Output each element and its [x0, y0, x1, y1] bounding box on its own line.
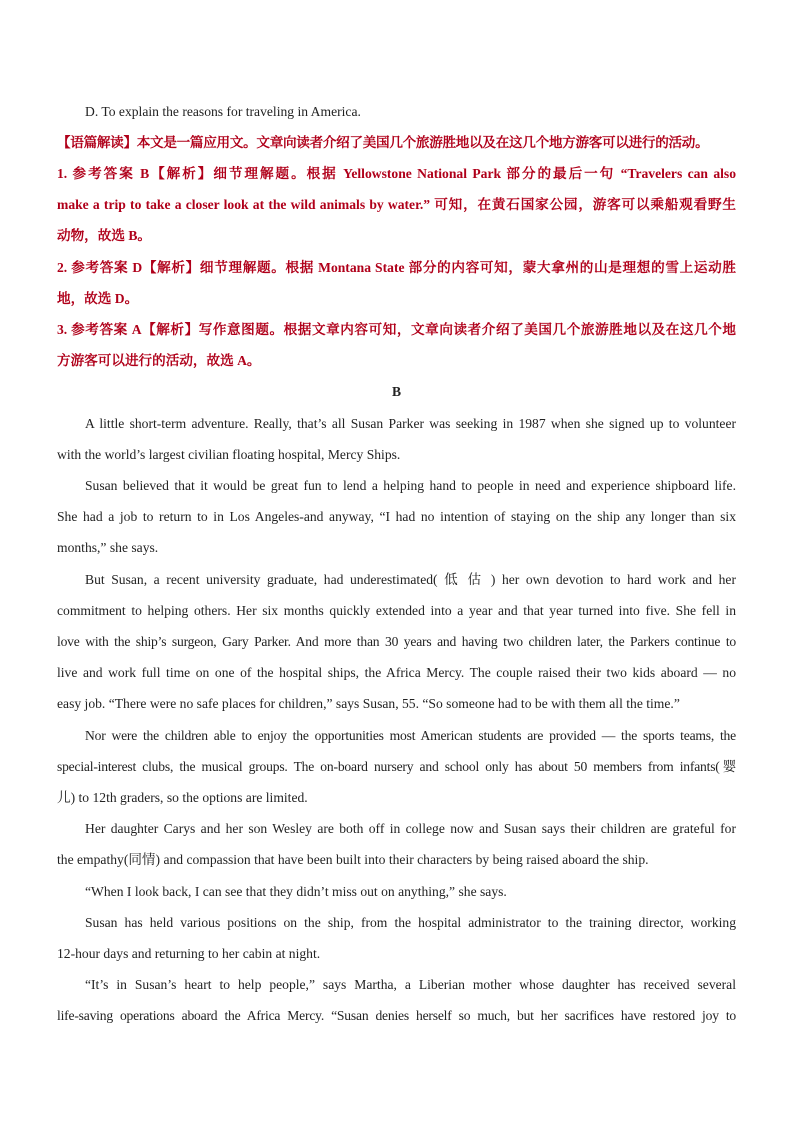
passage-line: “It’s in Susan’s heart to help people,” says Martha, a Liberian mother whose daughter has received several	[85, 977, 736, 992]
passage-line: with the world’s largest civilian floating hospital, Mercy Ships.	[57, 447, 401, 462]
answer-1-line-3: 动物，故选 B。	[57, 228, 152, 243]
passage-line: A little short-term adventure. Really, that’s all Susan Parker was seeking in 1987 when she signed up to volunteer	[85, 416, 736, 431]
passage-line: Susan believed that it would be great fun to lend a helping hand to people in need and experience shipboard life.	[85, 478, 736, 493]
passage-interpretation: 【语篇解读】本文是一篇应用文。文章向读者介绍了美国几个旅游胜地以及在这几个地方游客可以进行的活动。	[57, 135, 709, 150]
passage-line: easy job. “There were no safe places for children,” says Susan, 55. “So someone had to be with them all the time.”	[57, 696, 680, 711]
passage-line: Her daughter Carys and her son Wesley are both off in college now and Susan says their children are grateful for	[85, 821, 736, 836]
answer-3-line-2: 方游客可以进行的活动，故选 A。	[57, 353, 261, 368]
passage-line: 儿) to 12th graders, so the options are limited.	[57, 790, 308, 805]
passage-line: months,” she says.	[57, 540, 159, 555]
passage-line: “When I look back, I can see that they didn’t miss out on anything,” she says.	[85, 884, 507, 899]
passage-line: love with the ship’s surgeon, Gary Parker. And more than 30 years and having two children later, the Parkers continue to	[57, 634, 736, 649]
passage-line: 12-hour days and returning to her cabin at night.	[57, 946, 321, 961]
answer-3-line-1: 3. 参考答案 A【解析】写作意图题。根据文章内容可知，文章向读者介绍了美国几个旅游胜地以及在这几个地	[57, 322, 736, 337]
passage-line: commitment to helping others. Her six months quickly extended into a year and that year turned into five. She fell in	[57, 603, 736, 618]
passage-line: live and work full time on one of the hospital ships, the Africa Mercy. The couple raised their two kids aboard — no	[57, 665, 736, 680]
answer-1-line-2: make a trip to take a closer look at the wild animals by water.” 可知，在黄石国家公园，游客可以乘船观看野生	[57, 197, 736, 212]
answer-2-line-2: 地，故选 D。	[57, 291, 139, 306]
section-title: B	[391, 384, 402, 399]
answer-2-line-1: 2. 参考答案 D【解析】细节理解题。根据 Montana State 部分的内容可知，蒙大拿州的山是理想的雪上运动胜	[57, 260, 736, 275]
answer-1-line-1: 1. 参考答案 B【解析】细节理解题。根据 Yellowstone National Park 部分的最后一句 “Travelers can also	[57, 166, 736, 181]
passage-line: But Susan, a recent university graduate, had underestimated( 低 估 ) her own devotion to hard work and her	[85, 572, 736, 587]
passage-line: Nor were the children able to enjoy the opportunities most American students are provided — the sports teams, the	[85, 728, 736, 743]
passage-line: Susan has held various positions on the ship, from the hospital administrator to the training director, working	[85, 915, 736, 930]
passage-line: the empathy(同情) and compassion that have been built into their characters by being raised aboard the ship.	[57, 852, 649, 867]
passage-line: She had a job to return to in Los Angeles-and anyway, “I had no intention of staying on the ship any longer than six	[57, 509, 736, 524]
passage-line: special-interest clubs, the musical groups. The on-board nursery and school only has about 50 members from infants(婴	[57, 759, 736, 774]
passage-line: life-saving operations aboard the Africa Mercy. “Susan denies herself so much, but her sacrifices have restored joy to	[57, 1008, 736, 1023]
option-d-text: D. To explain the reasons for traveling in America.	[85, 104, 361, 119]
